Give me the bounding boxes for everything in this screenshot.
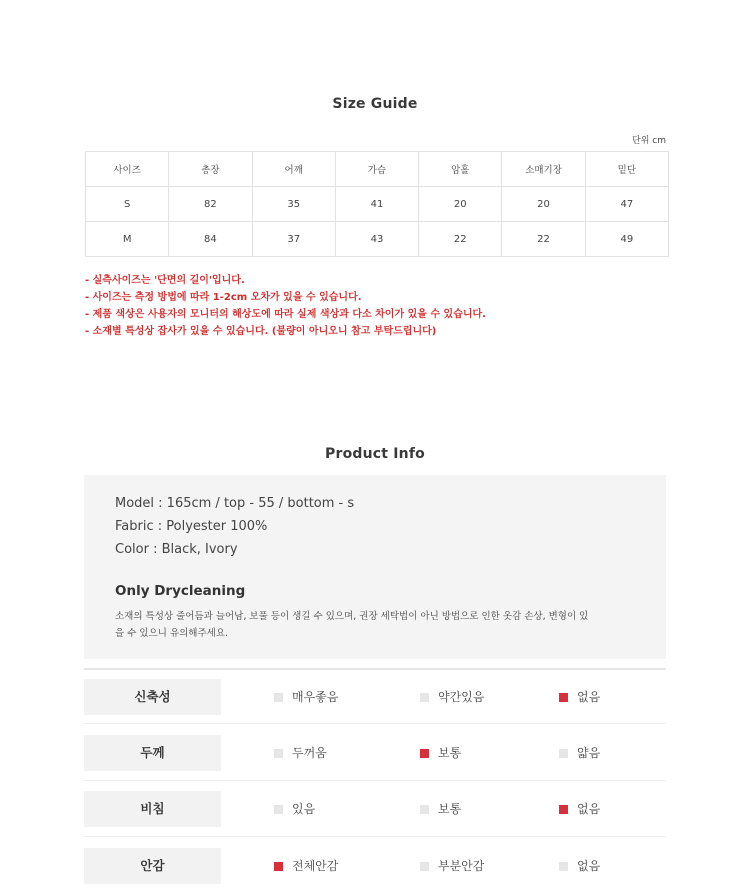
- table-cell: 49: [585, 222, 668, 257]
- table-header-cell: 소매기장: [502, 152, 585, 187]
- table-cell: 20: [419, 187, 502, 222]
- checkbox-icon: [274, 693, 283, 702]
- table-header-cell: 암홀: [419, 152, 502, 187]
- option-label: 없음: [577, 859, 601, 873]
- attr-option[interactable]: [420, 746, 461, 760]
- size-table: [85, 151, 669, 257]
- option-label: 보통: [438, 746, 462, 760]
- row-divider: [84, 836, 666, 837]
- table-header-cell: 어깨: [252, 152, 335, 187]
- attr-option[interactable]: [274, 690, 338, 704]
- table-header-cell: 가슴: [335, 152, 418, 187]
- attr-option[interactable]: [559, 746, 600, 760]
- option-label: 없음: [577, 802, 601, 816]
- checkbox-icon: [559, 805, 568, 814]
- product-info-title: Product Info: [325, 446, 425, 462]
- checkbox-icon: [420, 862, 429, 871]
- table-row: [86, 187, 669, 222]
- option-label: 얇음: [577, 746, 601, 760]
- table-header-cell: 총장: [169, 152, 252, 187]
- table-cell: 41: [335, 187, 418, 222]
- note-line: - 사이즈는 측정 방법에 따라 1-2cm 오차가 있을 수 있습니다.: [85, 292, 362, 303]
- size-notes: [85, 272, 685, 340]
- option-label: 두꺼움: [292, 746, 327, 760]
- divider: [84, 668, 666, 670]
- checkbox-icon: [274, 862, 283, 871]
- table-cell: M: [86, 222, 169, 257]
- care-heading: Only Drycleaning: [115, 583, 246, 599]
- table-header-row: [86, 152, 669, 187]
- note-line: - 실측사이즈는 '단면의 길이'입니다.: [85, 275, 245, 286]
- checkbox-icon: [559, 693, 568, 702]
- attr-label-stretch: 신축성: [84, 679, 221, 715]
- checkbox-icon: [559, 749, 568, 758]
- fabric-line: Fabric : Polyester 100%: [115, 519, 268, 534]
- table-cell: 20: [502, 187, 585, 222]
- attr-option[interactable]: [274, 859, 338, 873]
- checkbox-icon: [420, 805, 429, 814]
- attr-option[interactable]: [420, 690, 484, 704]
- care-text: 소재의 특성상 줄어듬과 늘어남, 보풀 등이 생길 수 있으며, 권장 세탁법이 아닌 방법으로 인한 옷감 손상, 변형이 있을 수 있으니 유의해주세요.: [115, 611, 589, 639]
- attr-option[interactable]: [559, 690, 600, 704]
- row-divider: [84, 723, 666, 724]
- table-cell: 47: [585, 187, 668, 222]
- note-line: - 소재별 특성상 잡사가 있을 수 있습니다. (불량이 아니오니 참고 부탁드립니다): [85, 326, 437, 337]
- color-line: Color : Black, Ivory: [115, 542, 238, 557]
- product-info-box: [84, 475, 666, 659]
- option-label: 약간있음: [438, 690, 485, 704]
- attr-label-thickness: 두께: [84, 735, 221, 771]
- attr-label-sheerness: 비침: [84, 791, 221, 827]
- option-label: 보통: [438, 802, 462, 816]
- table-header-cell: 사이즈: [86, 152, 169, 187]
- option-label: 전체안감: [292, 859, 339, 873]
- attr-option[interactable]: [274, 802, 315, 816]
- table-cell: 82: [169, 187, 252, 222]
- option-label: 없음: [577, 690, 601, 704]
- unit-label: 단위 cm: [632, 136, 666, 146]
- attr-label-lining: 안감: [84, 848, 221, 884]
- table-cell: 43: [335, 222, 418, 257]
- table-cell: 22: [419, 222, 502, 257]
- attr-option[interactable]: [274, 746, 327, 760]
- checkbox-icon: [420, 693, 429, 702]
- checkbox-icon: [559, 862, 568, 871]
- row-divider: [84, 780, 666, 781]
- table-row: [86, 222, 669, 257]
- note-line: - 제품 색상은 사용자의 모니터의 해상도에 따라 실제 색상과 다소 차이가 있을 수 있습니다.: [85, 309, 486, 320]
- option-label: 매우좋음: [292, 690, 339, 704]
- attr-option[interactable]: [559, 802, 600, 816]
- checkbox-icon: [420, 749, 429, 758]
- option-label: 부분안감: [438, 859, 485, 873]
- checkbox-icon: [274, 805, 283, 814]
- attr-option[interactable]: [420, 802, 461, 816]
- checkbox-icon: [274, 749, 283, 758]
- model-line: Model : 165cm / top - 55 / bottom - s: [115, 496, 355, 511]
- attr-option[interactable]: [559, 859, 600, 873]
- table-cell: S: [86, 187, 169, 222]
- option-label: 있음: [292, 802, 316, 816]
- table-cell: 84: [169, 222, 252, 257]
- size-guide-title: Size Guide: [332, 96, 418, 112]
- table-header-cell: 밑단: [585, 152, 668, 187]
- table-cell: 22: [502, 222, 585, 257]
- table-cell: 37: [252, 222, 335, 257]
- attr-option[interactable]: [420, 859, 484, 873]
- table-cell: 35: [252, 187, 335, 222]
